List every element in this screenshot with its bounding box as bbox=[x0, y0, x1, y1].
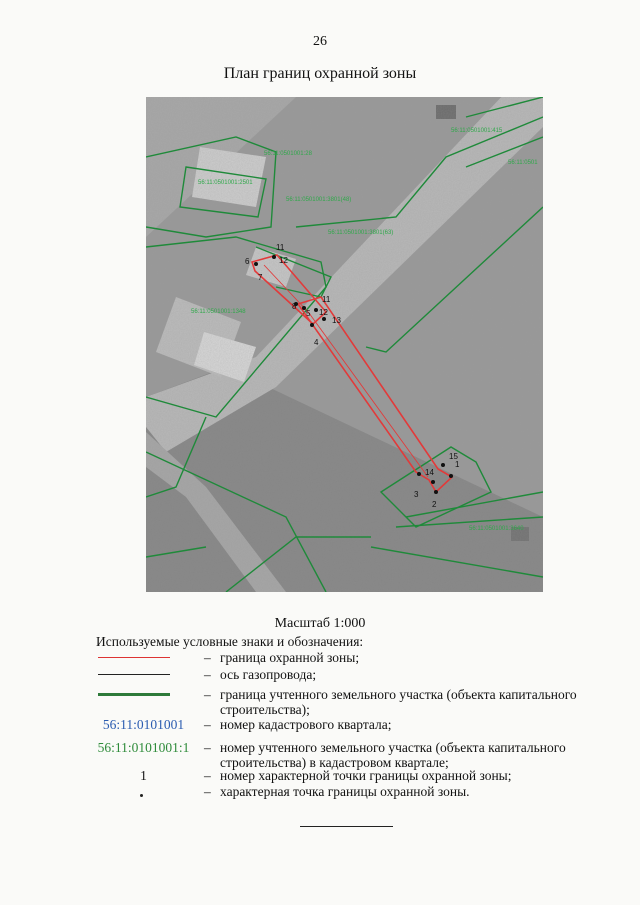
legend-heading: Используемые условные знаки и обозначения: bbox=[96, 634, 364, 649]
legend-item-point-number bbox=[96, 768, 596, 783]
red-line-symbol bbox=[98, 657, 170, 658]
point-label: 13 bbox=[332, 316, 341, 325]
legend-item-point bbox=[96, 784, 596, 799]
legend-item-gas-axis bbox=[96, 667, 596, 682]
footer-divider bbox=[300, 826, 393, 827]
legend-dash: – bbox=[204, 768, 211, 783]
parcel-label: 56:11:0501 bbox=[508, 160, 538, 166]
point-label: 11 bbox=[276, 243, 285, 252]
legend-text: номер учтенного земельного участка (объекта капитального строительства) в кадастровом квартале; bbox=[220, 740, 566, 770]
legend-text: граница учтенного земельного участка (объекта капитального строительства); bbox=[220, 687, 577, 717]
parcel-label: 56:11:0501001:415 bbox=[451, 128, 503, 134]
page-number: 26 bbox=[313, 34, 327, 49]
parcel-label: 56:11:0501001:3640 bbox=[469, 526, 524, 532]
legend-text: номер кадастрового квартала; bbox=[220, 717, 392, 732]
point-label: 8 bbox=[292, 302, 297, 311]
page-title: План границ охранной зоны bbox=[223, 65, 417, 82]
point-label: 5 bbox=[306, 309, 311, 318]
point-label: 3 bbox=[414, 490, 419, 499]
parcel-number-sample: 56:11:0101001:1 bbox=[97, 740, 190, 755]
point-dot-symbol bbox=[140, 794, 143, 797]
legend-text: номер характерной точки границы охранной зоны; bbox=[220, 768, 512, 783]
parcel-label: 56:11:0501001:28 bbox=[264, 151, 312, 157]
point-label: 7 bbox=[258, 273, 263, 282]
point-label: 15 bbox=[449, 452, 458, 461]
parcel-label: 56:11:0501001:2501 bbox=[198, 180, 253, 186]
point-label: 11 bbox=[322, 295, 331, 304]
legend-dash: – bbox=[204, 687, 211, 702]
map-scale: Масштаб 1:000 bbox=[274, 616, 366, 631]
legend-dash: – bbox=[204, 784, 211, 799]
point-label: 14 bbox=[425, 468, 434, 477]
legend-text: ось газопровода; bbox=[220, 667, 317, 682]
legend-dash: – bbox=[204, 717, 211, 732]
point-label: 12 bbox=[319, 308, 328, 317]
point-label: 1 bbox=[455, 460, 460, 469]
cadastral-quarter-sample: 56:11:0101001 bbox=[102, 717, 185, 732]
legend-text: характерная точка границы охранной зоны. bbox=[220, 784, 470, 799]
black-line-symbol bbox=[98, 674, 170, 675]
legend-text: граница охранной зоны; bbox=[220, 650, 360, 665]
point-number-sample: 1 bbox=[140, 768, 147, 783]
legend-item-cadastral-quarter bbox=[96, 717, 596, 732]
point-label: 2 bbox=[432, 500, 437, 509]
point-label: 4 bbox=[314, 338, 319, 347]
point-label: 6 bbox=[245, 257, 250, 266]
legend-item-parcel-number bbox=[96, 740, 596, 770]
aerial-map bbox=[146, 97, 543, 592]
legend-dash: – bbox=[204, 740, 211, 755]
parcel-label: 56:11:0501001:3801(48) bbox=[286, 197, 352, 203]
point-label: 12 bbox=[279, 256, 288, 265]
green-line-symbol bbox=[98, 693, 170, 696]
legend-dash: – bbox=[204, 667, 211, 682]
parcel-label: 56:11:0501001:3801(63) bbox=[328, 230, 394, 236]
legend-item-zone-boundary bbox=[96, 650, 596, 665]
parcel-label: 56:11:0501001:1348 bbox=[191, 309, 246, 315]
legend-item-parcel-boundary bbox=[96, 687, 596, 717]
legend-dash: – bbox=[204, 650, 211, 665]
